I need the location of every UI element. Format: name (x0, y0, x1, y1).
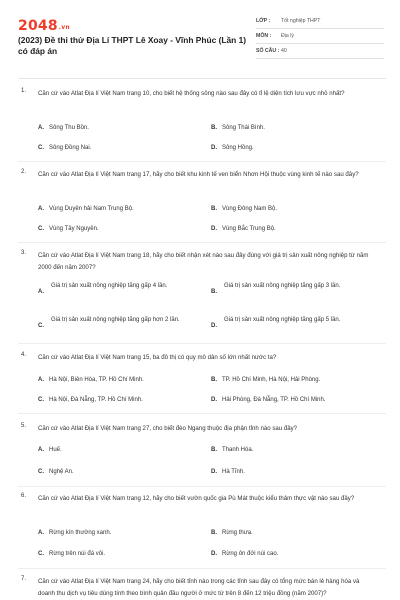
option-letter: B. (211, 447, 217, 453)
question-text: Căn cứ vào Atlat Địa lí Việt Nam trang 10, cho biết hệ thống sông nào sau đây có tỉ lệ diện tích lưu vực nhỏ nhất? (38, 90, 345, 97)
question-number: 7. (21, 576, 27, 582)
question-text: Căn cứ vào Atlat Địa lí Việt Nam trang 27, cho biết đèo Ngang thuộc địa phận tỉnh nào sau đây? (38, 425, 298, 432)
site-logo[interactable] (18, 18, 70, 34)
option-text: Nghệ An. (49, 469, 74, 475)
document-title: (2023) Đề thi thử Địa Lí THPT Lê Xoay - Vĩnh Phúc (Lần 1) có đáp án (18, 35, 247, 56)
document-page (8, 8, 392, 600)
option-letter: D. (211, 469, 217, 475)
option-text: Sông Thái Bình. (222, 125, 265, 131)
header-divider (18, 78, 386, 79)
option-letter: A. (38, 289, 44, 295)
question-divider (18, 486, 386, 487)
option-letter: C. (38, 397, 44, 403)
meta-key: MÔN : (256, 33, 272, 39)
option-text: Rừng ôn đới núi cao. (222, 551, 279, 557)
question-divider (18, 242, 386, 243)
option-letter: D. (211, 397, 217, 403)
option-a[interactable] (38, 527, 111, 539)
option-a[interactable] (38, 282, 198, 298)
question-text: Căn cứ vào Atlat Địa lí Việt Nam trang 12, hãy cho biết vườn quốc gia Pù Mát thuộc kiểu thảm thực vật nào sau đây? (38, 495, 355, 502)
option-a[interactable] (38, 374, 144, 386)
option-letter: A. (38, 377, 44, 383)
question-text: Căn cứ vào Atlat Địa lí Việt Nam trang 18, hãy cho biết nhận xét nào sau đây đúng với giá trị sản xuất nông nghiệp từ năm 2000 đến năm 2007? (38, 252, 369, 271)
question-divider (18, 343, 386, 344)
option-text: TP. Hồ Chí Minh, Hà Nội, Hải Phòng. (222, 377, 321, 383)
option-letter: A. (38, 447, 44, 453)
meta-divider (256, 28, 384, 29)
meta-value: Tốt nghiệp THPT (281, 18, 321, 24)
option-c[interactable] (38, 142, 91, 154)
option-letter: A. (38, 530, 44, 536)
option-c[interactable] (38, 548, 105, 560)
option-letter: C. (38, 551, 44, 557)
option-d[interactable] (211, 466, 245, 478)
option-text: Rừng trên núi đá vôi. (49, 551, 106, 557)
option-text: Giá trị sản xuất nông nghiệp tăng gấp 3 lần. (224, 283, 341, 289)
question-text: Căn cứ vào Atlat Địa lí Việt Nam trang 24, hãy cho biết tỉnh nào trong các tỉnh sau đây có tổng mức bán lẻ hàng hóa và doanh thu dịch vụ tiêu dùng tính theo bình quân đầu người ở mức từ trên 8 đến 12 triệu đồng (năm 2007)? (38, 578, 360, 597)
option-letter: B. (211, 377, 217, 383)
document-header (8, 8, 392, 68)
option-text: Sông Thu Bồn. (49, 125, 89, 131)
option-a[interactable] (38, 203, 134, 215)
meta-divider (256, 58, 384, 59)
option-text: Hải Phòng, Đà Nẵng, TP. Hồ Chí Minh. (222, 397, 326, 403)
option-text: Thanh Hóa. (222, 447, 254, 453)
question-number: 2. (21, 169, 27, 175)
option-c[interactable] (38, 394, 143, 406)
option-text: Rừng thưa. (222, 530, 253, 536)
option-letter: D. (211, 145, 217, 151)
option-letter: B. (211, 206, 217, 212)
option-text: Vùng Bắc Trung Bộ. (222, 226, 276, 232)
option-d[interactable] (211, 316, 371, 332)
option-text: Giá trị sản xuất nông nghiệp tăng gấp 5 lần. (224, 317, 341, 323)
option-d[interactable] (211, 394, 326, 406)
option-b[interactable] (211, 122, 265, 134)
option-letter: C. (38, 323, 44, 329)
option-letter: A. (38, 206, 44, 212)
meta-key: SỐ CÂU : (256, 48, 280, 54)
meta-key: LỚP : (256, 18, 271, 24)
option-text: Vùng Tây Nguyên. (49, 226, 99, 232)
meta-row-class (256, 18, 384, 33)
option-letter: A. (38, 125, 44, 131)
question-number: 4. (21, 352, 27, 358)
option-text: Hà Nội, Đà Nẵng, TP. Hồ Chí Minh. (49, 397, 143, 403)
option-text: Sông Hồng. (222, 145, 254, 151)
option-text: Huế. (49, 447, 62, 453)
option-c[interactable] (38, 466, 74, 478)
question-text: Căn cứ vào Atlat Địa lí Việt Nam trang 17, hãy cho biết khu kinh tế ven biển Nhơn Hội thuộc vùng kinh tế nào sau đây? (38, 171, 359, 178)
question-number: 5. (21, 423, 27, 429)
option-text: Giá trị sản xuất nông nghiệp tăng gấp 4 lần. (51, 283, 168, 289)
option-letter: C. (38, 469, 44, 475)
option-d[interactable] (211, 548, 278, 560)
option-a[interactable] (38, 444, 62, 456)
option-letter: C. (38, 226, 44, 232)
option-b[interactable] (211, 527, 253, 539)
option-b[interactable] (211, 282, 371, 298)
option-letter: D. (211, 226, 217, 232)
option-text: Hà Nội, Biên Hòa, TP. Hồ Chí Minh. (49, 377, 144, 383)
question-divider (18, 413, 386, 414)
option-d[interactable] (211, 142, 254, 154)
option-text: Rừng kín thường xanh. (49, 530, 112, 536)
option-text: Vùng Duyên hải Nam Trung Bộ. (49, 206, 134, 212)
meta-value: Địa lý (281, 33, 294, 39)
option-letter: C. (38, 145, 44, 151)
option-b[interactable] (211, 444, 253, 456)
option-text: Vùng Đông Nam Bộ. (222, 206, 278, 212)
option-letter: B. (211, 125, 217, 131)
option-a[interactable] (38, 122, 89, 134)
option-text: Hà Tĩnh. (222, 469, 245, 475)
option-d[interactable] (211, 223, 276, 235)
question-number: 3. (21, 250, 27, 256)
option-c[interactable] (38, 316, 198, 332)
option-b[interactable] (211, 203, 277, 215)
option-text: Giá trị sản xuất nông nghiệp tăng gấp hơn 2 lần. (51, 317, 180, 323)
option-letter: B. (211, 289, 217, 295)
logo-text: 2048 (18, 18, 58, 34)
option-letter: D. (211, 323, 217, 329)
question-text: Căn cứ vào Atlat Địa lí Việt Nam trang 15, ba đô thị có quy mô dân số lớn nhất nước ta? (38, 354, 277, 361)
question-divider (18, 568, 386, 569)
question-number: 6. (21, 493, 27, 499)
option-letter: B. (211, 530, 217, 536)
meta-divider (256, 43, 384, 44)
meta-value: 40 (281, 48, 287, 54)
meta-row-count (256, 48, 384, 63)
document-meta (256, 18, 384, 63)
option-text: Sông Đồng Nai. (49, 145, 92, 151)
meta-row-subject (256, 33, 384, 48)
question-divider (18, 161, 386, 162)
option-c[interactable] (38, 223, 99, 235)
logo-suffix: .vn (58, 24, 70, 31)
option-b[interactable] (211, 374, 320, 386)
option-letter: D. (211, 551, 217, 557)
question-number: 1. (21, 88, 27, 94)
